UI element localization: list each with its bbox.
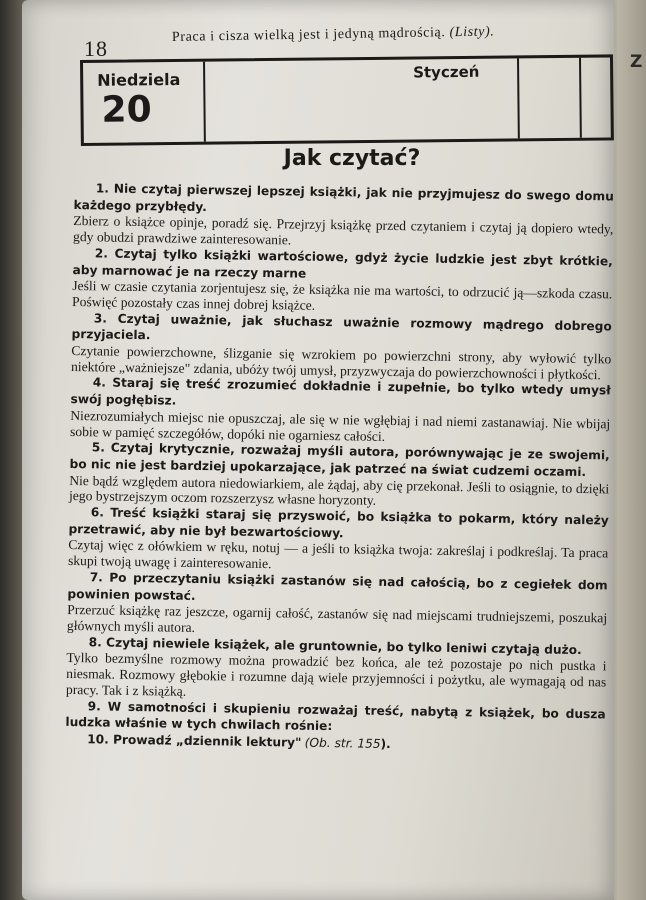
date-box-divider bbox=[203, 62, 206, 142]
book-page bbox=[22, 0, 614, 900]
rule-title: 5. Czytaj krytycznie, rozważaj myśli autora, porównywając je ze swojemi, bo nic nie jest bardziej upokarzające, jak patrzeć na świat cudzemi oczami. bbox=[69, 440, 610, 480]
rule bbox=[69, 439, 610, 512]
rule-title: 1. Nie czytaj pierwszej lepszej książki, jak nie przyjmujesz do swego domu każdego przybłędy. bbox=[73, 181, 614, 214]
rule bbox=[73, 180, 614, 253]
day-name: Niedziela bbox=[97, 69, 181, 90]
rule-title: 7. Po przeczytaniu książki zastanów się nad całością, bo z cegiełek dom powinien powstać. bbox=[67, 570, 608, 603]
rule bbox=[71, 310, 612, 383]
rule-title: 3. Czytaj uważnie, jak słuchasz uważnie rozmowy mądrego dobrego przyjaciela. bbox=[71, 310, 612, 343]
rule-text: Tylko bezmyślne rozmowy można prowadzić bez końca, ale też pozostaje po nich pustka i niesmak. Rozmowy głębokie i rozumne dają wiele przyjemności i pożytku, ale wymagają od nas pracy. Tak i z książką. bbox=[65, 650, 607, 699]
rule bbox=[72, 245, 613, 318]
rule-text: Zbierz o książce opinje, poradź się. Przejrzyj książkę przed czytaniem i czytaj ją dopiero wtedy, gdy obudzi prawdziwe zainteresowanie. bbox=[72, 213, 614, 248]
motto-attribution: (Listy). bbox=[449, 24, 495, 41]
rule bbox=[66, 634, 607, 706]
next-page-letter: Z bbox=[630, 52, 643, 72]
header-motto bbox=[172, 24, 495, 46]
rule bbox=[67, 569, 608, 642]
rule-text: Czytaj więc z ołówkiem w ręku, notuj — a jeśli to książka twoja: zakreślaj i podkreślaj. Ta praca skupi twoją uwagę i zainteresowanie. bbox=[67, 537, 609, 572]
rule-reference-close: ). bbox=[380, 736, 391, 751]
rule-title: 2. Czytaj tylko książki wartościowe, gdyż życie ludzkie jest zbyt krótkie, aby marnować je na rzeczy marne bbox=[72, 246, 613, 281]
page-number: 18 bbox=[84, 36, 108, 61]
rule-text: Niezrozumiałych miejsc nie opuszczaj, ale się w nie wgłębiaj i nad niemi zastanawiaj. Nie wbijaj sobie w pamięć szczegółów, dopóki nie ogarniesz całości. bbox=[69, 407, 611, 444]
date-box bbox=[80, 54, 614, 146]
rule-text: Przerzuć książkę raz jeszcze, ogarnij całość, zastanów się nad miejscami trudniejszemi, poszukaj głównych myśli autora. bbox=[66, 602, 608, 635]
rule-text: Czytanie powierzchowne, ślizganie się wzrokiem po powierzchni strony, aby wyłowić tylko niektóre „ważniejsze" zdania, ubóży twój umysł, przyzwyczaja do powierzchowności i płytkości. bbox=[70, 343, 612, 383]
rule-reference: (Ob. str. 155 bbox=[304, 735, 381, 751]
month-name: Styczeń bbox=[413, 62, 480, 82]
article-title: Jak czytać? bbox=[283, 146, 421, 171]
date-box-divider bbox=[517, 58, 520, 138]
rule bbox=[68, 504, 609, 577]
rule-text: Jeśli w czasie czytania zorjentujesz się, że książka nie ma wartości, to odrzucić ją—szkoda czasu. Poświęć pozostały czas innej dobrej książce. bbox=[71, 278, 613, 313]
day-number: 20 bbox=[101, 89, 152, 131]
rule-text: Nie bądź względem autora niedowiarkiem, ale żądaj, aby cię przekonał. Jeśli to osiągnie, to dzięki jego bystrzejszym oczom rozszerzysz własne horyzonty. bbox=[68, 472, 610, 509]
rule-title: 6. Treść książki staraj się przyswoić, bo książka to pokarm, który należy przetrawić, aby nie był bezwartościowy. bbox=[68, 505, 609, 541]
rule-title: 9. W samotności i skupieniu rozważaj treść, nabytą z książek, bo dusza ludzka właśnie w tych chwilach rośnie: bbox=[65, 698, 606, 734]
motto-text: Praca i cisza wielką jest i jedyną mądrością. bbox=[171, 25, 446, 45]
article-body bbox=[65, 180, 614, 756]
rule-title: 8. Czytaj niewiele książek, ale gruntownie, bo tylko leniwi czytają dużo. bbox=[88, 634, 582, 657]
rule bbox=[70, 374, 611, 447]
rule-title: 4. Staraj się treść zrozumieć dokładnie i zupełnie, bo tylko wtedy umysł swój pogłębisz. bbox=[70, 375, 611, 408]
date-box-divider bbox=[579, 58, 582, 138]
rule-title: 10. Prowadź „dziennik lektury" bbox=[87, 732, 302, 750]
